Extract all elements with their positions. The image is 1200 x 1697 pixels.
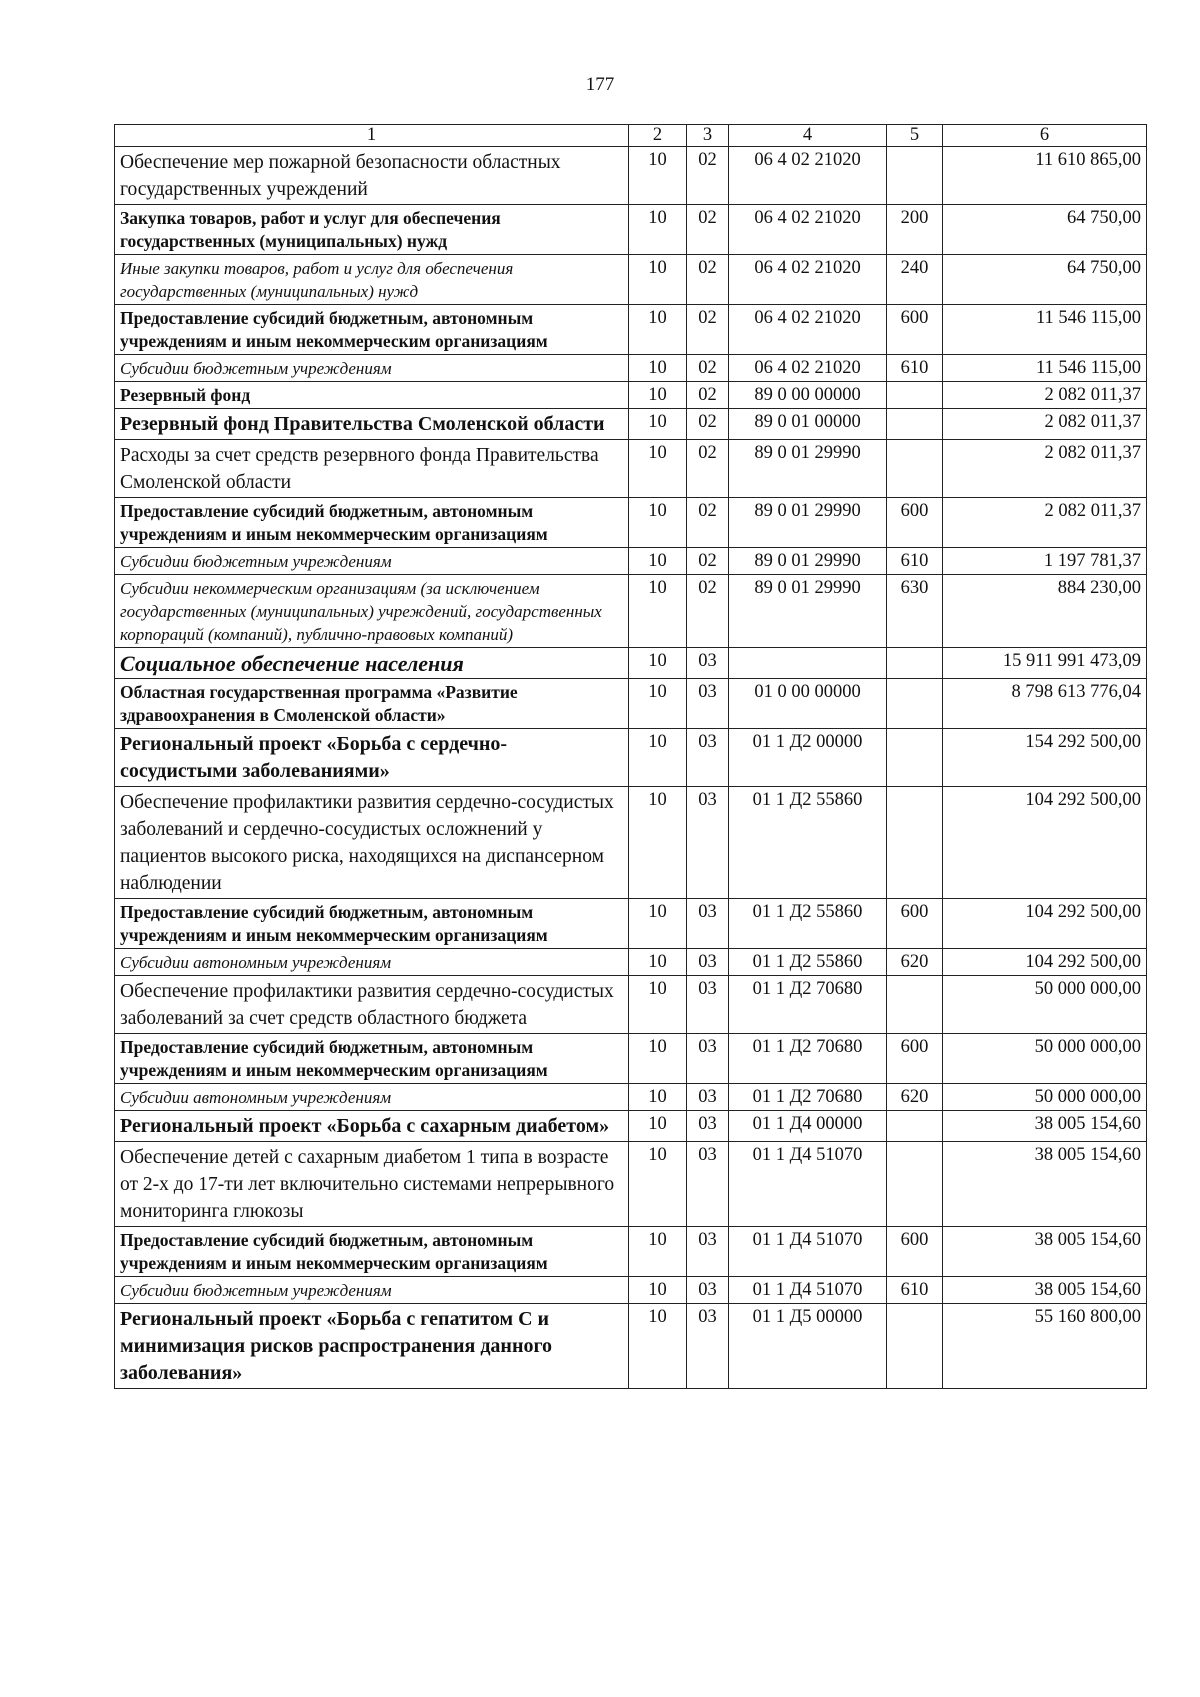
expense-type-cell (887, 382, 943, 409)
amount-cell: 38 005 154,60 (943, 1277, 1147, 1304)
section-code-cell: 10 (629, 1111, 687, 1142)
table-row (115, 729, 1147, 787)
amount-cell: 2 082 011,37 (943, 440, 1147, 498)
target-article-cell: 06 4 02 21020 (729, 147, 887, 205)
table-row (115, 440, 1147, 498)
table-row (115, 1227, 1147, 1277)
table-row (115, 255, 1147, 305)
page-number: 177 (585, 74, 615, 95)
table-row (115, 949, 1147, 976)
section-code-cell: 10 (629, 440, 687, 498)
expense-type-cell (887, 409, 943, 440)
section-code-cell: 10 (629, 382, 687, 409)
amount-cell: 38 005 154,60 (943, 1227, 1147, 1277)
section-code-cell: 10 (629, 1227, 687, 1277)
header-cell: 4 (729, 125, 887, 147)
section-code-cell: 10 (629, 1142, 687, 1227)
target-article-cell: 01 1 Д2 55860 (729, 787, 887, 899)
expense-type-cell: 620 (887, 949, 943, 976)
subsection-code-cell: 03 (687, 1277, 729, 1304)
table-row (115, 787, 1147, 899)
section-code-cell: 10 (629, 147, 687, 205)
header-cell: 3 (687, 125, 729, 147)
expense-type-cell: 630 (887, 575, 943, 648)
row-name-cell: Предоставление субсидий бюджетным, автономным учреждениям и иным некоммерческим организациям (115, 1034, 629, 1084)
amount-cell: 64 750,00 (943, 205, 1147, 255)
table-row (115, 679, 1147, 729)
section-code-cell: 10 (629, 255, 687, 305)
table-row (115, 1304, 1147, 1389)
subsection-code-cell: 02 (687, 548, 729, 575)
target-article-cell: 01 1 Д2 00000 (729, 729, 887, 787)
row-name-cell: Региональный проект «Борьба с сердечно-сосудистыми заболеваниями» (115, 729, 629, 787)
section-code-cell: 10 (629, 355, 687, 382)
target-article-cell: 01 1 Д4 51070 (729, 1227, 887, 1277)
subsection-code-cell: 03 (687, 1227, 729, 1277)
section-code-cell: 10 (629, 205, 687, 255)
row-name-cell: Резервный фонд (115, 382, 629, 409)
subsection-code-cell: 02 (687, 409, 729, 440)
row-name-cell: Субсидии автономным учреждениям (115, 1084, 629, 1111)
row-name-cell: Закупка товаров, работ и услуг для обеспечения государственных (муниципальных) нужд (115, 205, 629, 255)
subsection-code-cell: 03 (687, 787, 729, 899)
row-name-cell: Иные закупки товаров, работ и услуг для обеспечения государственных (муниципальных) нужд (115, 255, 629, 305)
row-name-cell: Обеспечение профилактики развития сердечно-сосудистых заболеваний и сердечно-сосудистых осложнений у пациентов высокого риска, находящихся на диспансерном наблюдении (115, 787, 629, 899)
table-row (115, 409, 1147, 440)
section-code-cell: 10 (629, 976, 687, 1034)
table-row (115, 205, 1147, 255)
section-code-cell: 10 (629, 305, 687, 355)
section-code-cell: 10 (629, 409, 687, 440)
amount-cell: 1 197 781,37 (943, 548, 1147, 575)
section-code-cell: 10 (629, 498, 687, 548)
amount-cell: 104 292 500,00 (943, 949, 1147, 976)
amount-cell: 55 160 800,00 (943, 1304, 1147, 1389)
section-code-cell: 10 (629, 899, 687, 949)
table-row (115, 899, 1147, 949)
target-article-cell: 06 4 02 21020 (729, 205, 887, 255)
row-name-cell: Предоставление субсидий бюджетным, автономным учреждениям и иным некоммерческим организациям (115, 899, 629, 949)
target-article-cell: 01 0 00 00000 (729, 679, 887, 729)
target-article-cell: 89 0 01 00000 (729, 409, 887, 440)
row-name-cell: Социальное обеспечение населения (115, 648, 629, 679)
row-name-cell: Предоставление субсидий бюджетным, автономным учреждениям и иным некоммерческим организациям (115, 305, 629, 355)
expense-type-cell (887, 976, 943, 1034)
table-row (115, 305, 1147, 355)
target-article-cell: 06 4 02 21020 (729, 305, 887, 355)
section-code-cell: 10 (629, 1304, 687, 1389)
header-cell: 5 (887, 125, 943, 147)
amount-cell: 154 292 500,00 (943, 729, 1147, 787)
expense-type-cell (887, 648, 943, 679)
amount-cell: 64 750,00 (943, 255, 1147, 305)
amount-cell: 50 000 000,00 (943, 976, 1147, 1034)
table-row (115, 498, 1147, 548)
row-name-cell: Региональный проект «Борьба с сахарным диабетом» (115, 1111, 629, 1142)
subsection-code-cell: 03 (687, 1034, 729, 1084)
subsection-code-cell: 02 (687, 305, 729, 355)
amount-cell: 11 546 115,00 (943, 305, 1147, 355)
target-article-cell: 01 1 Д2 70680 (729, 1084, 887, 1111)
amount-cell: 38 005 154,60 (943, 1142, 1147, 1227)
section-code-cell: 10 (629, 648, 687, 679)
expense-type-cell (887, 147, 943, 205)
expense-type-cell (887, 440, 943, 498)
table-row (115, 648, 1147, 679)
subsection-code-cell: 02 (687, 255, 729, 305)
target-article-cell: 06 4 02 21020 (729, 355, 887, 382)
subsection-code-cell: 02 (687, 205, 729, 255)
amount-cell: 38 005 154,60 (943, 1111, 1147, 1142)
amount-cell: 104 292 500,00 (943, 899, 1147, 949)
expense-type-cell: 600 (887, 899, 943, 949)
subsection-code-cell: 03 (687, 1084, 729, 1111)
expense-type-cell: 610 (887, 1277, 943, 1304)
table-row (115, 1111, 1147, 1142)
target-article-cell: 01 1 Д2 55860 (729, 899, 887, 949)
expense-type-cell: 200 (887, 205, 943, 255)
target-article-cell: 89 0 01 29990 (729, 548, 887, 575)
target-article-cell: 01 1 Д2 70680 (729, 976, 887, 1034)
row-name-cell: Субсидии некоммерческим организациям (за исключением государственных (муниципальных) учреждений, государственных корпораций (компаний), публично-правовых компаний) (115, 575, 629, 648)
target-article-cell: 01 1 Д4 51070 (729, 1277, 887, 1304)
target-article-cell: 89 0 01 29990 (729, 440, 887, 498)
section-code-cell: 10 (629, 1277, 687, 1304)
row-name-cell: Предоставление субсидий бюджетным, автономным учреждениям и иным некоммерческим организациям (115, 1227, 629, 1277)
expense-type-cell: 600 (887, 1227, 943, 1277)
section-code-cell: 10 (629, 1084, 687, 1111)
amount-cell: 50 000 000,00 (943, 1084, 1147, 1111)
subsection-code-cell: 02 (687, 575, 729, 648)
target-article-cell: 01 1 Д2 70680 (729, 1034, 887, 1084)
amount-cell: 104 292 500,00 (943, 787, 1147, 899)
expense-type-cell: 600 (887, 498, 943, 548)
row-name-cell: Предоставление субсидий бюджетным, автономным учреждениям и иным некоммерческим организациям (115, 498, 629, 548)
target-article-cell: 06 4 02 21020 (729, 255, 887, 305)
expense-type-cell: 610 (887, 355, 943, 382)
table-row (115, 1142, 1147, 1227)
table-row (115, 1277, 1147, 1304)
section-code-cell: 10 (629, 575, 687, 648)
amount-cell: 8 798 613 776,04 (943, 679, 1147, 729)
amount-cell: 884 230,00 (943, 575, 1147, 648)
row-name-cell: Субсидии бюджетным учреждениям (115, 1277, 629, 1304)
amount-cell: 11 546 115,00 (943, 355, 1147, 382)
expense-type-cell (887, 787, 943, 899)
table-header-row (115, 125, 1147, 147)
expense-type-cell: 600 (887, 305, 943, 355)
expense-type-cell: 600 (887, 1034, 943, 1084)
subsection-code-cell: 03 (687, 1142, 729, 1227)
section-code-cell: 10 (629, 787, 687, 899)
target-article-cell: 01 1 Д4 00000 (729, 1111, 887, 1142)
subsection-code-cell: 02 (687, 498, 729, 548)
amount-cell: 11 610 865,00 (943, 147, 1147, 205)
table-row (115, 548, 1147, 575)
subsection-code-cell: 02 (687, 440, 729, 498)
subsection-code-cell: 03 (687, 1111, 729, 1142)
subsection-code-cell: 02 (687, 147, 729, 205)
amount-cell: 2 082 011,37 (943, 409, 1147, 440)
row-name-cell: Резервный фонд Правительства Смоленской области (115, 409, 629, 440)
row-name-cell: Обеспечение профилактики развития сердечно-сосудистых заболеваний за счет средств областного бюджета (115, 976, 629, 1034)
target-article-cell: 89 0 00 00000 (729, 382, 887, 409)
row-name-cell: Региональный проект «Борьба с гепатитом С и минимизация рисков распространения данного заболевания» (115, 1304, 629, 1389)
expense-type-cell: 620 (887, 1084, 943, 1111)
subsection-code-cell: 02 (687, 355, 729, 382)
row-name-cell: Субсидии бюджетным учреждениям (115, 548, 629, 575)
table-row (115, 575, 1147, 648)
target-article-cell: 89 0 01 29990 (729, 575, 887, 648)
row-name-cell: Областная государственная программа «Развитие здравоохранения в Смоленской области» (115, 679, 629, 729)
table-row (115, 1084, 1147, 1111)
subsection-code-cell: 03 (687, 648, 729, 679)
target-article-cell: 01 1 Д5 00000 (729, 1304, 887, 1389)
section-code-cell: 10 (629, 679, 687, 729)
expense-type-cell (887, 729, 943, 787)
section-code-cell: 10 (629, 729, 687, 787)
amount-cell: 2 082 011,37 (943, 382, 1147, 409)
table-row (115, 355, 1147, 382)
table-row (115, 382, 1147, 409)
subsection-code-cell: 03 (687, 976, 729, 1034)
row-name-cell: Обеспечение мер пожарной безопасности областных государственных учреждений (115, 147, 629, 205)
table-body (115, 125, 1147, 1389)
subsection-code-cell: 02 (687, 382, 729, 409)
target-article-cell: 89 0 01 29990 (729, 498, 887, 548)
expense-type-cell (887, 679, 943, 729)
amount-cell: 2 082 011,37 (943, 498, 1147, 548)
section-code-cell: 10 (629, 949, 687, 976)
section-code-cell: 10 (629, 1034, 687, 1084)
table-row (115, 976, 1147, 1034)
header-cell: 1 (115, 125, 629, 147)
expense-type-cell (887, 1304, 943, 1389)
amount-cell: 15 911 991 473,09 (943, 648, 1147, 679)
header-cell: 6 (943, 125, 1147, 147)
row-name-cell: Субсидии автономным учреждениям (115, 949, 629, 976)
subsection-code-cell: 03 (687, 949, 729, 976)
row-name-cell: Субсидии бюджетным учреждениям (115, 355, 629, 382)
target-article-cell (729, 648, 887, 679)
table-row (115, 1034, 1147, 1084)
expense-type-cell: 610 (887, 548, 943, 575)
subsection-code-cell: 03 (687, 899, 729, 949)
header-cell: 2 (629, 125, 687, 147)
subsection-code-cell: 03 (687, 1304, 729, 1389)
subsection-code-cell: 03 (687, 729, 729, 787)
target-article-cell: 01 1 Д2 55860 (729, 949, 887, 976)
table-row (115, 147, 1147, 205)
budget-table (114, 124, 1147, 1389)
row-name-cell: Расходы за счет средств резервного фонда Правительства Смоленской области (115, 440, 629, 498)
expense-type-cell: 240 (887, 255, 943, 305)
section-code-cell: 10 (629, 548, 687, 575)
expense-type-cell (887, 1111, 943, 1142)
target-article-cell: 01 1 Д4 51070 (729, 1142, 887, 1227)
subsection-code-cell: 03 (687, 679, 729, 729)
amount-cell: 50 000 000,00 (943, 1034, 1147, 1084)
row-name-cell: Обеспечение детей с сахарным диабетом 1 типа в возрасте от 2-х до 17-ти лет включительно системами непрерывного мониторинга глюкозы (115, 1142, 629, 1227)
expense-type-cell (887, 1142, 943, 1227)
